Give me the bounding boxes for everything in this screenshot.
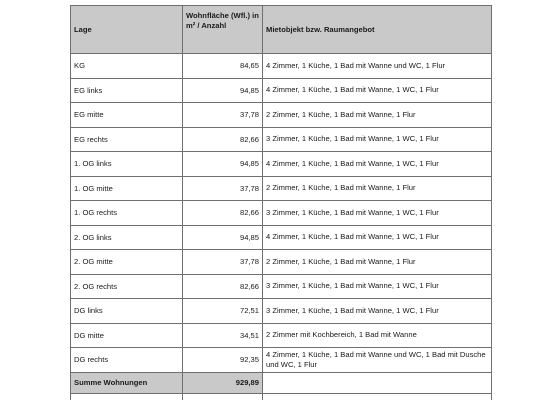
table-row	[71, 103, 492, 128]
description-cell: 3 Zimmer, 1 Küche, 1 Bad mit Wanne, 1 WC, 1 Flur	[263, 127, 492, 152]
table-row	[71, 323, 492, 348]
area-cell: 94,85	[183, 225, 263, 250]
description-cell: 3 Zimmer, 1 Küche, 1 Bad mit Wanne, 1 WC, 1 Flur	[263, 201, 492, 226]
location-cell: 1. OG mitte	[71, 176, 183, 201]
description-cell: 2 Zimmer, 1 Küche, 1 Bad mit Wanne, 1 Flur	[263, 176, 492, 201]
table-row	[71, 54, 492, 79]
trailing-cell	[71, 393, 183, 400]
apartment-table	[70, 5, 492, 400]
table-row	[71, 250, 492, 275]
location-cell: 2. OG links	[71, 225, 183, 250]
area-cell: 72,51	[183, 299, 263, 324]
description-cell: 4 Zimmer, 1 Küche, 1 Bad mit Wanne und WC, 1 Flur	[263, 54, 492, 79]
header-row	[71, 6, 492, 54]
table-row	[71, 274, 492, 299]
description-cell: 4 Zimmer, 1 Küche, 1 Bad mit Wanne, 1 WC, 1 Flur	[263, 225, 492, 250]
table-row	[71, 152, 492, 177]
area-cell: 82,66	[183, 201, 263, 226]
area-cell: 84,65	[183, 54, 263, 79]
description-cell: 2 Zimmer, 1 Küche, 1 Bad mit Wanne, 1 Flur	[263, 250, 492, 275]
description-cell: 3 Zimmer, 1 Küche, 1 Bad mit Wanne, 1 WC, 1 Flur	[263, 274, 492, 299]
table-row	[71, 176, 492, 201]
location-cell: EG mitte	[71, 103, 183, 128]
description-cell: 4 Zimmer, 1 Küche, 1 Bad mit Wanne und WC, 1 Bad mit Dusche und WC, 1 Flur	[263, 348, 492, 373]
location-cell: DG rechts	[71, 348, 183, 373]
description-cell: 4 Zimmer, 1 Küche, 1 Bad mit Wanne, 1 WC, 1 Flur	[263, 78, 492, 103]
description-cell: 3 Zimmer, 1 Küche, 1 Bad mit Wanne, 1 WC, 1 Flur	[263, 299, 492, 324]
trailing-cell	[263, 393, 492, 400]
area-cell: 34,51	[183, 323, 263, 348]
location-cell: 1. OG links	[71, 152, 183, 177]
summary-label: Summe Wohnungen	[71, 372, 183, 393]
summary-empty-cell	[263, 372, 492, 393]
trailing-cell	[183, 393, 263, 400]
summary-row	[71, 372, 492, 393]
location-cell: 2. OG rechts	[71, 274, 183, 299]
header-area: Wohnfläche (Wfl.) in m² / Anzahl	[183, 6, 263, 54]
area-cell: 82,66	[183, 274, 263, 299]
table-row	[71, 201, 492, 226]
table-row	[71, 78, 492, 103]
description-cell: 4 Zimmer, 1 Küche, 1 Bad mit Wanne, 1 WC, 1 Flur	[263, 152, 492, 177]
table-body	[71, 54, 492, 400]
table-row	[71, 348, 492, 373]
location-cell: EG links	[71, 78, 183, 103]
summary-area: 929,89	[183, 372, 263, 393]
description-cell: 2 Zimmer, 1 Küche, 1 Bad mit Wanne, 1 Flur	[263, 103, 492, 128]
area-cell: 92,35	[183, 348, 263, 373]
location-cell: 2. OG mitte	[71, 250, 183, 275]
area-cell: 94,85	[183, 152, 263, 177]
table-row	[71, 225, 492, 250]
description-cell: 2 Zimmer mit Kochbereich, 1 Bad mit Wanne	[263, 323, 492, 348]
location-cell: DG links	[71, 299, 183, 324]
location-cell: EG rechts	[71, 127, 183, 152]
location-cell: 1. OG rechts	[71, 201, 183, 226]
area-cell: 94,85	[183, 78, 263, 103]
trailing-row	[71, 393, 492, 400]
location-cell: DG mitte	[71, 323, 183, 348]
area-cell: 37,78	[183, 176, 263, 201]
area-cell: 37,78	[183, 103, 263, 128]
header-description: Mietobjekt bzw. Raumangebot	[263, 6, 492, 54]
table-row	[71, 127, 492, 152]
table-row	[71, 299, 492, 324]
header-location: Lage	[71, 6, 183, 54]
area-cell: 37,78	[183, 250, 263, 275]
area-cell: 82,66	[183, 127, 263, 152]
location-cell: KG	[71, 54, 183, 79]
